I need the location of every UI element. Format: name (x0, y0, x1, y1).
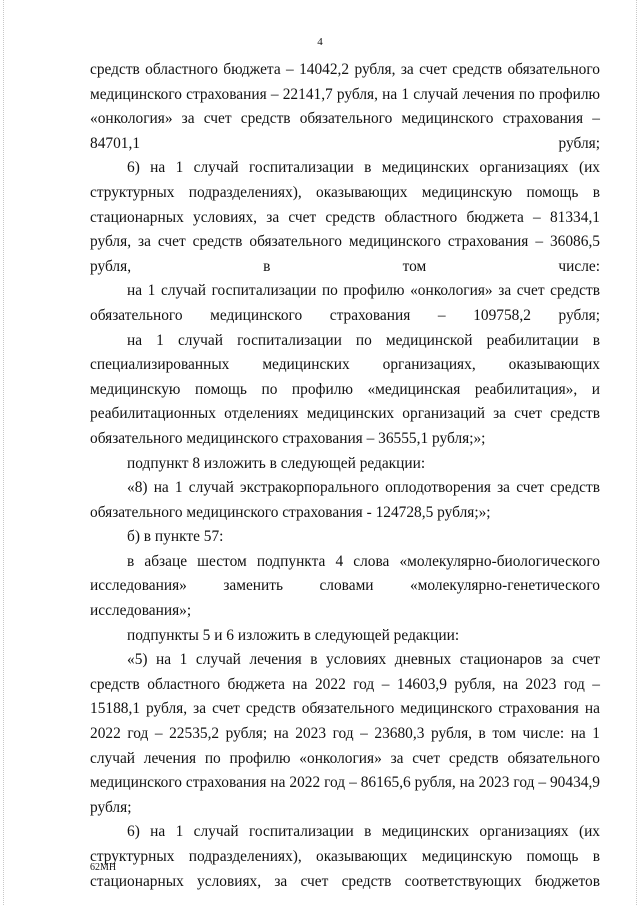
paragraph: на 1 случай госпитализации по медицинской реабилитации в специализированных медицинских организациях, оказывающих медицинскую помощь по профилю «медицинская реабилитация», и реабилитационных отделениях медицинских организаций за счет средств обязательного медицинского страхования – 36555,1 рубля;»; (90, 331, 600, 447)
page-number: 4 (317, 36, 323, 48)
body-text (90, 58, 600, 894)
scan-edge-left (3, 0, 4, 905)
paragraph: «5) на 1 случай лечения в условиях дневных стационаров за счет средств областного бюджета на 2022 год – 14603,9 рубля, на 2023 год – 15188,1 рубля, за счет средств обязательного медицинского страхования на 2022 год – 22535,2 рубля; на 2023 год – 23680,3 рубля, в том числе: на 1 случай лечения по профилю «онкология» за счет средств обязательного медицинского страхования на 2022 год – 86165,6 рубля, на 2023 год – 90434,9 рубля; (90, 651, 600, 816)
scan-edge-right (636, 0, 637, 905)
paragraph: 6) на 1 случай госпитализации в медицинских организациях (их структурных подразделениях), оказывающих медицинскую помощь в стационарных условиях, за счет средств областного бюджета – 81334,1 рубля, за счет средств обязательного медицинского страхования – 36086,5 рубля, в том числе: (90, 159, 600, 275)
paragraph: подпункт 8 изложить в следующей редакции: (127, 454, 426, 472)
paragraph: подпункты 5 и 6 изложить в следующей редакции: (127, 626, 460, 644)
footer-code: 62МН (90, 862, 117, 873)
paragraph: средств областного бюджета – 14042,2 рубля, за счет средств обязательного медицинского страхования – 22141,7 рубля, на 1 случай лечения по профилю «онкология» за счет средств обязательного медицинского страхования – 84701,1 рубля; (90, 61, 600, 152)
paragraph: «8) на 1 случай экстракорпорального оплодотворения за счет средств обязательного медицинского страхования - 124728,5 рубля;»; (90, 479, 600, 521)
paragraph: 6) на 1 случай госпитализации в медицинских организациях (их структурных подразделениях), оказывающих медицинскую помощь в стационарных условиях, за счет средств соответствующих бюджетов (90, 823, 600, 890)
paragraph: на 1 случай госпитализации по профилю «онкология» за счет средств обязательного медицинского страхования – 109758,2 рубля; (90, 282, 600, 324)
paragraph: б) в пункте 57: (127, 528, 224, 546)
paragraph: в абзаце шестом подпункта 4 слова «молекулярно-биологического исследования» заменить словами «молекулярно-генетического исследования»; (90, 552, 600, 620)
